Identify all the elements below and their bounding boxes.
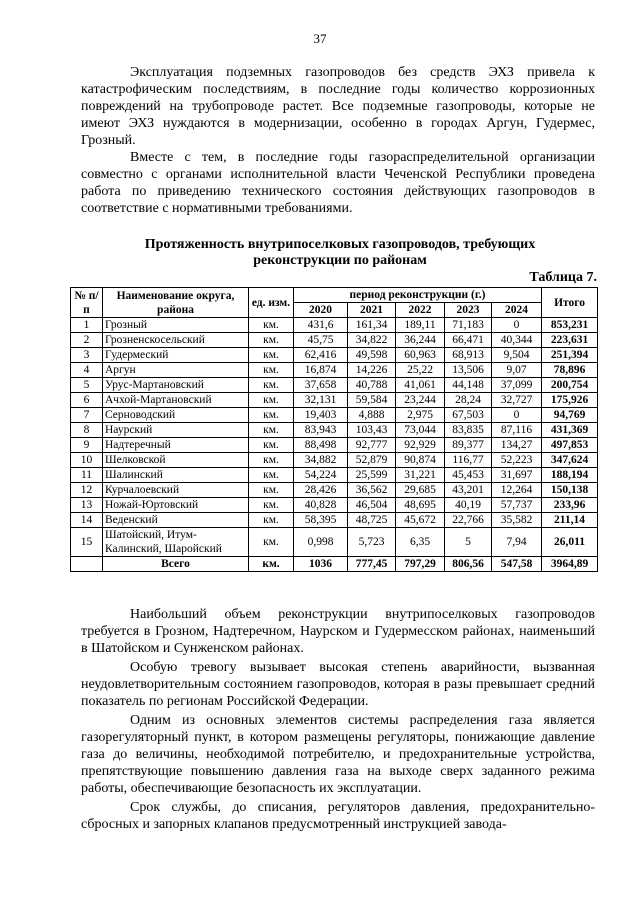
district-name: Гудермеский	[103, 348, 249, 363]
grand-total: 3964,89	[542, 557, 598, 572]
header-year: 2024	[492, 303, 542, 318]
year-value: 48,695	[396, 498, 445, 513]
year-value: 6,35	[396, 528, 445, 557]
unit-cell: км.	[249, 318, 294, 333]
unit-cell: км.	[249, 438, 294, 453]
year-value: 0	[492, 318, 542, 333]
year-value: 25,22	[396, 363, 445, 378]
year-value: 44,148	[445, 378, 492, 393]
table-row	[71, 318, 598, 333]
header-year: 2022	[396, 303, 445, 318]
year-value: 29,685	[396, 483, 445, 498]
year-value: 2,975	[396, 408, 445, 423]
row-number: 13	[71, 498, 103, 513]
year-value: 19,403	[294, 408, 348, 423]
header-total: Итого	[542, 288, 598, 318]
year-value: 0	[492, 408, 542, 423]
row-number: 6	[71, 393, 103, 408]
year-value: 37,099	[492, 378, 542, 393]
unit-cell: км.	[249, 513, 294, 528]
paragraph: Одним из основных элементов системы распределения газа является газорегуляторный пункт, в котором размещены регуляторы, понижающие давление газа до величины, необходимой потребителю, и предохранительные устройства, препятствующие повышению давления газа на выходе сверх заданного режима работы, обеспечивающие безопасность их эксплуатации.	[81, 713, 595, 796]
year-value: 5	[445, 528, 492, 557]
empty-cell	[71, 557, 103, 572]
year-value: 31,221	[396, 468, 445, 483]
table-total-row	[71, 557, 598, 572]
header-period: период реконструкции (г.)	[294, 288, 542, 303]
row-number: 11	[71, 468, 103, 483]
total-value: 94,769	[542, 408, 598, 423]
table-row	[71, 393, 598, 408]
header-name: Наименование округа, района	[103, 288, 249, 318]
row-number: 12	[71, 483, 103, 498]
total-value: 188,194	[542, 468, 598, 483]
paragraph: Особую тревогу вызывает высокая степень аварийности, вызванная неудовлетворительным состоянием газопроводов, которая в разы превышает средний показатель по регионам Российской Федерации.	[81, 660, 595, 709]
year-value: 22,766	[445, 513, 492, 528]
total-value: 431,369	[542, 423, 598, 438]
unit-cell: км.	[249, 483, 294, 498]
total-label: Всего	[103, 557, 249, 572]
table-label: Таблица 7.	[529, 270, 597, 285]
unit-cell: км.	[249, 468, 294, 483]
header-year: 2020	[294, 303, 348, 318]
district-name: Шелковской	[103, 453, 249, 468]
year-value: 28,24	[445, 393, 492, 408]
year-value: 14,226	[348, 363, 396, 378]
year-value: 45,453	[445, 468, 492, 483]
year-value: 40,344	[492, 333, 542, 348]
year-value: 32,727	[492, 393, 542, 408]
year-value: 92,777	[348, 438, 396, 453]
year-value: 90,874	[396, 453, 445, 468]
year-value: 35,582	[492, 513, 542, 528]
table-row	[71, 378, 598, 393]
unit-cell: км.	[249, 408, 294, 423]
year-value: 45,75	[294, 333, 348, 348]
year-value: 116,77	[445, 453, 492, 468]
table-body	[71, 318, 598, 572]
year-value: 59,584	[348, 393, 396, 408]
header-num: № п/п	[71, 288, 103, 318]
district-name: Наурский	[103, 423, 249, 438]
paragraph: Эксплуатация подземных газопроводов без средств ЭХЗ привела к катастрофическим последствиям, в последние годы количество коррозионных повреждений на трубопроводе растет. Все подземные газопроводы, которые не имеют ЭХЗ нуждаются в модернизации, особенно в городах Аргун, Гудермес, Грозный.	[81, 65, 595, 148]
year-value: 36,562	[348, 483, 396, 498]
year-value: 5,723	[348, 528, 396, 557]
year-value: 87,116	[492, 423, 542, 438]
row-number: 2	[71, 333, 103, 348]
year-value: 73,044	[396, 423, 445, 438]
table-row	[71, 453, 598, 468]
district-name: Веденский	[103, 513, 249, 528]
district-name: Аргун	[103, 363, 249, 378]
intro-text	[81, 64, 595, 217]
total-value: 223,631	[542, 333, 598, 348]
total-value: 78,896	[542, 363, 598, 378]
table-row	[71, 528, 598, 557]
year-value: 52,879	[348, 453, 396, 468]
row-number: 8	[71, 423, 103, 438]
year-value: 4,888	[348, 408, 396, 423]
year-total: 806,56	[445, 557, 492, 572]
year-value: 134,27	[492, 438, 542, 453]
total-value: 233,96	[542, 498, 598, 513]
total-value: 251,394	[542, 348, 598, 363]
year-value: 40,828	[294, 498, 348, 513]
paragraph: Вместе с тем, в последние годы газораспределительной организации совместно с органами исполнительной власти Чеченской Республики проведена работа по приведению технического состояния действующих газопроводов в соответствие с нормативными требованиями.	[81, 150, 595, 216]
table-row	[71, 483, 598, 498]
unit-cell: км.	[249, 498, 294, 513]
year-value: 40,19	[445, 498, 492, 513]
district-name: Ачхой-Мартановский	[103, 393, 249, 408]
year-total: 547,58	[492, 557, 542, 572]
year-value: 68,913	[445, 348, 492, 363]
year-value: 13,506	[445, 363, 492, 378]
year-value: 66,471	[445, 333, 492, 348]
year-value: 34,882	[294, 453, 348, 468]
year-value: 48,725	[348, 513, 396, 528]
year-value: 92,929	[396, 438, 445, 453]
unit-cell: км.	[249, 453, 294, 468]
unit-cell: км.	[249, 528, 294, 557]
table-row	[71, 468, 598, 483]
unit-cell: км.	[249, 557, 294, 572]
row-number: 15	[71, 528, 103, 557]
row-number: 9	[71, 438, 103, 453]
table-row	[71, 408, 598, 423]
unit-cell: км.	[249, 423, 294, 438]
district-name: Серноводский	[103, 408, 249, 423]
year-value: 9,504	[492, 348, 542, 363]
year-value: 52,223	[492, 453, 542, 468]
year-value: 67,503	[445, 408, 492, 423]
total-value: 853,231	[542, 318, 598, 333]
page-number: 37	[313, 31, 327, 46]
total-value: 200,754	[542, 378, 598, 393]
table-header-row	[71, 288, 598, 303]
year-value: 89,377	[445, 438, 492, 453]
year-total: 797,29	[396, 557, 445, 572]
unit-cell: км.	[249, 393, 294, 408]
year-value: 45,672	[396, 513, 445, 528]
unit-cell: км.	[249, 363, 294, 378]
table-row	[71, 348, 598, 363]
table-row	[71, 363, 598, 378]
year-value: 9,07	[492, 363, 542, 378]
row-number: 4	[71, 363, 103, 378]
total-value: 497,853	[542, 438, 598, 453]
total-value: 211,14	[542, 513, 598, 528]
paragraph: Наибольший объем реконструкции внутрипоселковых газопроводов требуется в Грозном, Надтеречном, Наурском и Гудермесском районах, наименьший в Шатойском и Сунженском районах.	[81, 607, 595, 656]
year-value: 46,504	[348, 498, 396, 513]
year-total: 777,45	[348, 557, 396, 572]
table-row	[71, 513, 598, 528]
year-value: 28,426	[294, 483, 348, 498]
paragraph: Срок службы, до списания, регуляторов давления, предохранительно-сбросных и запорных клапанов предусмотренный инструкцией завода-	[81, 800, 595, 832]
year-value: 57,737	[492, 498, 542, 513]
year-value: 83,943	[294, 423, 348, 438]
year-value: 16,874	[294, 363, 348, 378]
year-value: 71,183	[445, 318, 492, 333]
row-number: 14	[71, 513, 103, 528]
district-name: Шалинский	[103, 468, 249, 483]
table-row	[71, 423, 598, 438]
total-value: 150,138	[542, 483, 598, 498]
conclusion-text	[81, 606, 595, 835]
district-name: Грозненскосельский	[103, 333, 249, 348]
table-title-line: реконструкции по районам	[253, 253, 427, 268]
year-value: 41,061	[396, 378, 445, 393]
unit-cell: км.	[249, 348, 294, 363]
district-name: Шатойский, Итум-Калинский, Шаройский	[103, 528, 249, 557]
row-number: 7	[71, 408, 103, 423]
year-value: 7,94	[492, 528, 542, 557]
year-value: 0,998	[294, 528, 348, 557]
year-value: 40,788	[348, 378, 396, 393]
year-value: 12,264	[492, 483, 542, 498]
year-value: 32,131	[294, 393, 348, 408]
district-name: Ножай-Юртовский	[103, 498, 249, 513]
year-value: 88,498	[294, 438, 348, 453]
table-row	[71, 333, 598, 348]
table-title	[90, 237, 590, 269]
year-value: 36,244	[396, 333, 445, 348]
district-name: Урус-Мартановский	[103, 378, 249, 393]
table-title-line: Протяженность внутрипоселковых газопроводов, требующих	[144, 237, 536, 252]
year-value: 189,11	[396, 318, 445, 333]
district-name: Надтеречный	[103, 438, 249, 453]
row-number: 3	[71, 348, 103, 363]
table-row	[71, 438, 598, 453]
year-value: 25,599	[348, 468, 396, 483]
total-value: 347,624	[542, 453, 598, 468]
year-value: 58,395	[294, 513, 348, 528]
year-value: 23,244	[396, 393, 445, 408]
total-value: 26,011	[542, 528, 598, 557]
year-value: 49,598	[348, 348, 396, 363]
row-number: 1	[71, 318, 103, 333]
year-value: 161,34	[348, 318, 396, 333]
year-value: 60,963	[396, 348, 445, 363]
unit-cell: км.	[249, 333, 294, 348]
year-value: 83,835	[445, 423, 492, 438]
reconstruction-table	[70, 287, 598, 572]
header-year: 2023	[445, 303, 492, 318]
year-value: 37,658	[294, 378, 348, 393]
year-value: 34,822	[348, 333, 396, 348]
header-year: 2021	[348, 303, 396, 318]
table-row	[71, 498, 598, 513]
row-number: 5	[71, 378, 103, 393]
year-total: 1036	[294, 557, 348, 572]
header-unit: ед. изм.	[249, 288, 294, 318]
district-name: Курчалоевский	[103, 483, 249, 498]
row-number: 10	[71, 453, 103, 468]
year-value: 431,6	[294, 318, 348, 333]
year-value: 103,43	[348, 423, 396, 438]
year-value: 43,201	[445, 483, 492, 498]
district-name: Грозный	[103, 318, 249, 333]
year-value: 54,224	[294, 468, 348, 483]
total-value: 175,926	[542, 393, 598, 408]
year-value: 31,697	[492, 468, 542, 483]
year-value: 62,416	[294, 348, 348, 363]
unit-cell: км.	[249, 378, 294, 393]
